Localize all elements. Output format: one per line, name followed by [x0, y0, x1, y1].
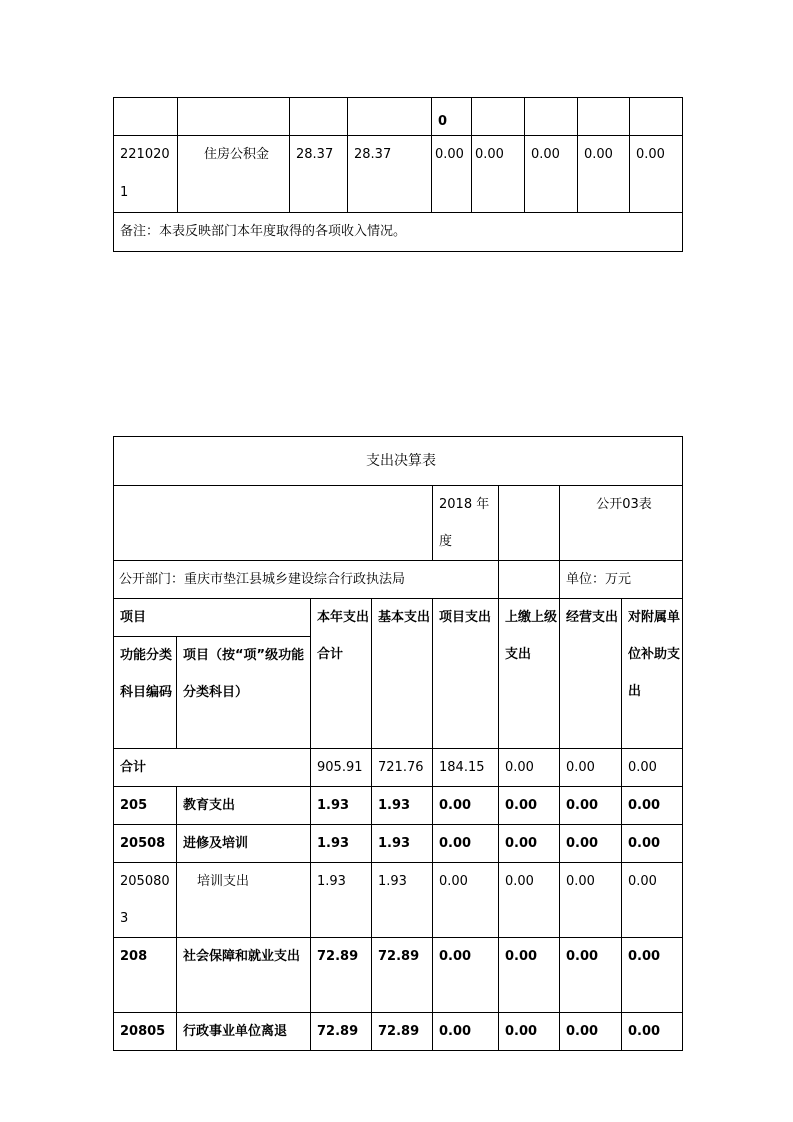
table-cell: 1.93	[311, 825, 372, 863]
table-cell: 0.00	[433, 825, 499, 863]
subject-name: 社会保障和就业支出	[177, 938, 311, 1013]
income-table-continuation	[113, 97, 683, 252]
table-cell: 72.89	[372, 938, 433, 1013]
year-label: 2018 年度	[433, 486, 499, 561]
table-cell: 0.00	[630, 136, 683, 213]
table-cell: 0.00	[622, 749, 683, 787]
table-cell: 0.00	[560, 787, 622, 825]
table-cell: 1.93	[311, 787, 372, 825]
table-cell: 0.00	[499, 1013, 560, 1051]
table-cell: 0.00	[622, 938, 683, 1013]
subject-code: 2050803	[114, 863, 177, 938]
header-subsidy: 对附属单位补助支出	[622, 599, 683, 749]
header-business: 经营支出	[560, 599, 622, 749]
subject-code: 208	[114, 938, 177, 1013]
table-cell	[348, 98, 432, 136]
table-cell: 0.00	[433, 1013, 499, 1051]
table-cell: 0.00	[622, 787, 683, 825]
table-row	[114, 1013, 683, 1051]
table-cell: 72.89	[311, 938, 372, 1013]
table-cell: 0.00	[560, 863, 622, 938]
table-cell	[578, 98, 630, 136]
total-label: 合计	[114, 749, 311, 787]
table-row	[114, 136, 683, 213]
table-row	[114, 486, 683, 561]
table-cell: 0.00	[499, 749, 560, 787]
table-cell: 0.00	[433, 863, 499, 938]
table-cell: 1.93	[372, 863, 433, 938]
header-project: 项目	[114, 599, 311, 637]
table-row	[114, 863, 683, 938]
table-cell: 0.00	[560, 749, 622, 787]
header-basic: 基本支出	[372, 599, 433, 749]
header-project-expense: 项目支出	[433, 599, 499, 749]
header-total: 本年支出合计	[311, 599, 372, 749]
table-title: 支出决算表	[114, 437, 683, 486]
table-cell: 28.37	[290, 136, 348, 213]
table-cell: 0.00	[472, 136, 525, 213]
subject-code: 205	[114, 787, 177, 825]
table-cell: 0.00	[433, 787, 499, 825]
table-cell	[178, 98, 290, 136]
table-cell: 72.89	[311, 1013, 372, 1051]
table-cell	[114, 486, 433, 561]
subject-code: 221020 1	[114, 136, 178, 213]
table-cell: 0	[432, 98, 472, 136]
table-row	[114, 825, 683, 863]
table-cell: 0.00	[578, 136, 630, 213]
header-code: 功能分类科目编码	[114, 637, 177, 749]
table-cell: 0.00	[560, 938, 622, 1013]
department-label: 公开部门：重庆市垫江县城乡建设综合行政执法局	[114, 561, 499, 599]
expenditure-table	[113, 436, 683, 1051]
table-cell	[499, 486, 560, 561]
table-cell: 0.00	[433, 938, 499, 1013]
table-cell: 0.00	[622, 863, 683, 938]
table-cell: 0.00	[525, 136, 578, 213]
table-cell	[114, 98, 178, 136]
table-cell: 0.00	[560, 825, 622, 863]
subject-name: 培训支出	[177, 863, 311, 938]
table-cell: 1.93	[372, 787, 433, 825]
subject-code: 20508	[114, 825, 177, 863]
table-row	[114, 938, 683, 1013]
table-cell: 0.00	[499, 863, 560, 938]
form-number: 公开03表	[560, 486, 683, 561]
table-cell	[525, 98, 578, 136]
table-cell	[472, 98, 525, 136]
table-cell: 0.00	[622, 1013, 683, 1051]
table-note: 备注：本表反映部门本年度取得的各项收入情况。	[114, 213, 683, 252]
table-row	[114, 599, 683, 637]
table-cell: 0.00	[432, 136, 472, 213]
table-cell: 905.91	[311, 749, 372, 787]
table-cell	[290, 98, 348, 136]
unit-label: 单位：万元	[560, 561, 683, 599]
table-cell: 1.93	[311, 863, 372, 938]
table-row	[114, 561, 683, 599]
subject-code: 20805	[114, 1013, 177, 1051]
table-row	[114, 98, 683, 136]
table-row	[114, 213, 683, 252]
table-cell: 0.00	[622, 825, 683, 863]
table-cell: 721.76	[372, 749, 433, 787]
subject-name: 教育支出	[177, 787, 311, 825]
header-upper: 上缴上级支出	[499, 599, 560, 749]
subject-name: 进修及培训	[177, 825, 311, 863]
table-cell	[499, 561, 560, 599]
table-cell	[630, 98, 683, 136]
table-cell: 0.00	[499, 938, 560, 1013]
table-cell: 0.00	[499, 825, 560, 863]
subject-name: 行政事业单位离退	[177, 1013, 311, 1051]
subject-name: 住房公积金	[178, 136, 290, 213]
table-row	[114, 787, 683, 825]
table-row	[114, 749, 683, 787]
table-cell: 184.15	[433, 749, 499, 787]
table-cell: 72.89	[372, 1013, 433, 1051]
table-cell: 1.93	[372, 825, 433, 863]
header-name: 项目（按“项”级功能分类科目）	[177, 637, 311, 749]
table-row	[114, 437, 683, 486]
table-cell: 28.37	[348, 136, 432, 213]
table-cell: 0.00	[560, 1013, 622, 1051]
table-cell: 0.00	[499, 787, 560, 825]
